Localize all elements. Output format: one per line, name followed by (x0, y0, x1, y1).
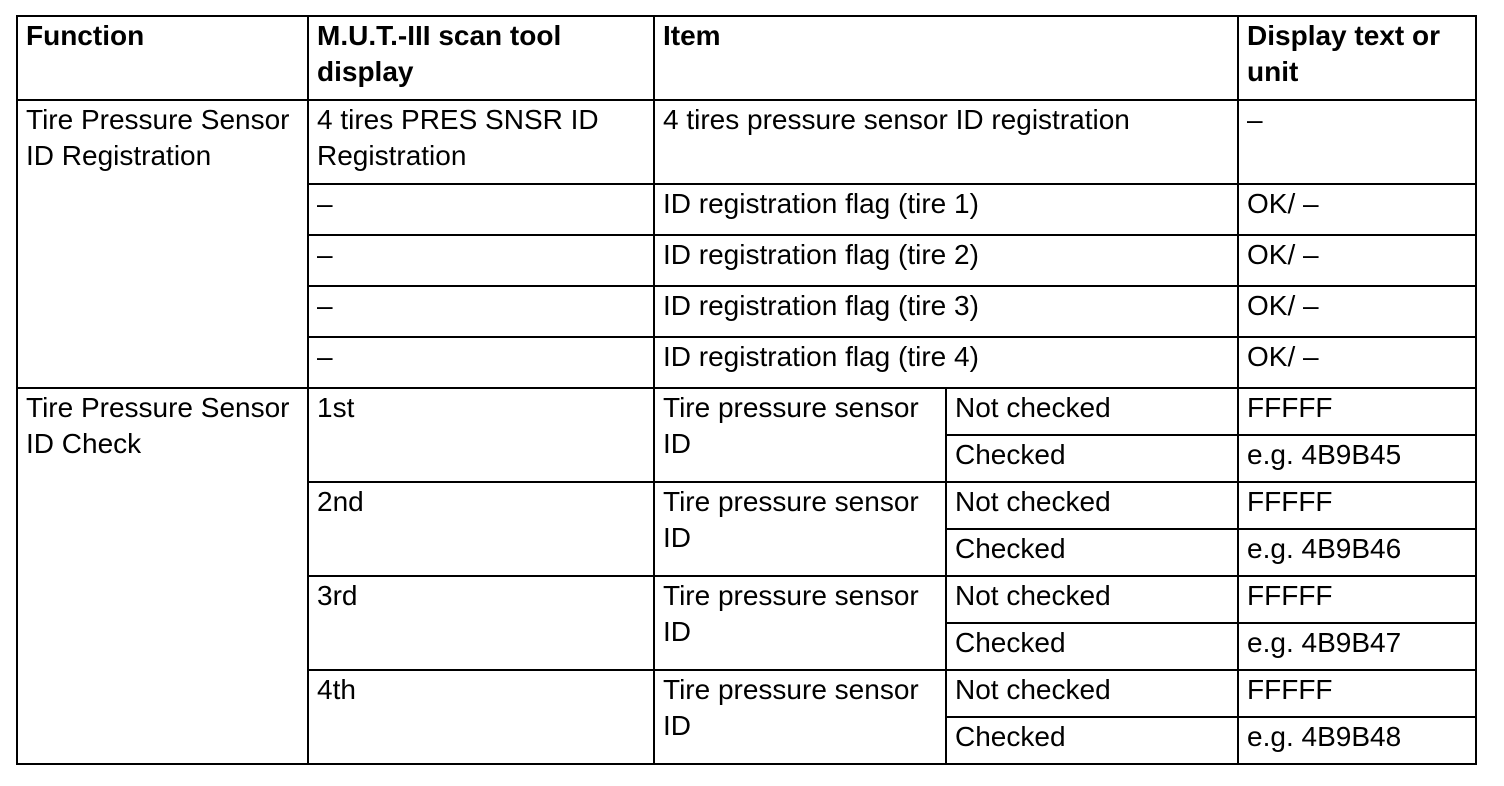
status-cell: Checked (946, 435, 1238, 482)
display-cell: 2nd (308, 482, 654, 576)
item-cell: Tire pressure sensor ID (654, 670, 946, 764)
header-unit: Display text or unit (1238, 16, 1476, 100)
unit-cell: OK/ – (1238, 337, 1476, 388)
item-cell: 4 tires pressure sensor ID registration (654, 100, 1238, 184)
item-cell: Tire pressure sensor ID (654, 576, 946, 670)
unit-cell: FFFFF (1238, 576, 1476, 623)
display-cell: 1st (308, 388, 654, 482)
item-cell: Tire pressure sensor ID (654, 482, 946, 576)
function-cell-check: Tire Pressure Sensor ID Check (17, 388, 308, 764)
unit-cell: e.g. 4B9B45 (1238, 435, 1476, 482)
unit-cell: – (1238, 100, 1476, 184)
unit-cell: OK/ – (1238, 286, 1476, 337)
unit-cell: FFFFF (1238, 388, 1476, 435)
status-cell: Not checked (946, 576, 1238, 623)
display-cell: – (308, 337, 654, 388)
status-cell: Checked (946, 529, 1238, 576)
status-cell: Checked (946, 717, 1238, 764)
unit-cell: FFFFF (1238, 482, 1476, 529)
display-cell: – (308, 184, 654, 235)
table-row (17, 388, 1476, 435)
unit-cell: e.g. 4B9B48 (1238, 717, 1476, 764)
header-row (17, 16, 1476, 100)
display-cell: 4th (308, 670, 654, 764)
item-cell: ID registration flag (tire 2) (654, 235, 1238, 286)
unit-cell: e.g. 4B9B46 (1238, 529, 1476, 576)
status-cell: Not checked (946, 670, 1238, 717)
scan-tool-data-table (16, 15, 1477, 765)
status-cell: Not checked (946, 388, 1238, 435)
display-cell: 3rd (308, 576, 654, 670)
header-function: Function (17, 16, 308, 100)
function-cell-registration: Tire Pressure Sensor ID Registration (17, 100, 308, 388)
display-cell: – (308, 286, 654, 337)
unit-cell: FFFFF (1238, 670, 1476, 717)
table-row (17, 100, 1476, 184)
item-cell: ID registration flag (tire 3) (654, 286, 1238, 337)
item-cell: ID registration flag (tire 1) (654, 184, 1238, 235)
status-cell: Checked (946, 623, 1238, 670)
item-cell: Tire pressure sensor ID (654, 388, 946, 482)
header-display: M.U.T.-III scan tool display (308, 16, 654, 100)
unit-cell: OK/ – (1238, 235, 1476, 286)
header-item: Item (654, 16, 1238, 100)
item-cell: ID registration flag (tire 4) (654, 337, 1238, 388)
display-cell: 4 tires PRES SNSR ID Registration (308, 100, 654, 184)
display-cell: – (308, 235, 654, 286)
unit-cell: OK/ – (1238, 184, 1476, 235)
status-cell: Not checked (946, 482, 1238, 529)
unit-cell: e.g. 4B9B47 (1238, 623, 1476, 670)
